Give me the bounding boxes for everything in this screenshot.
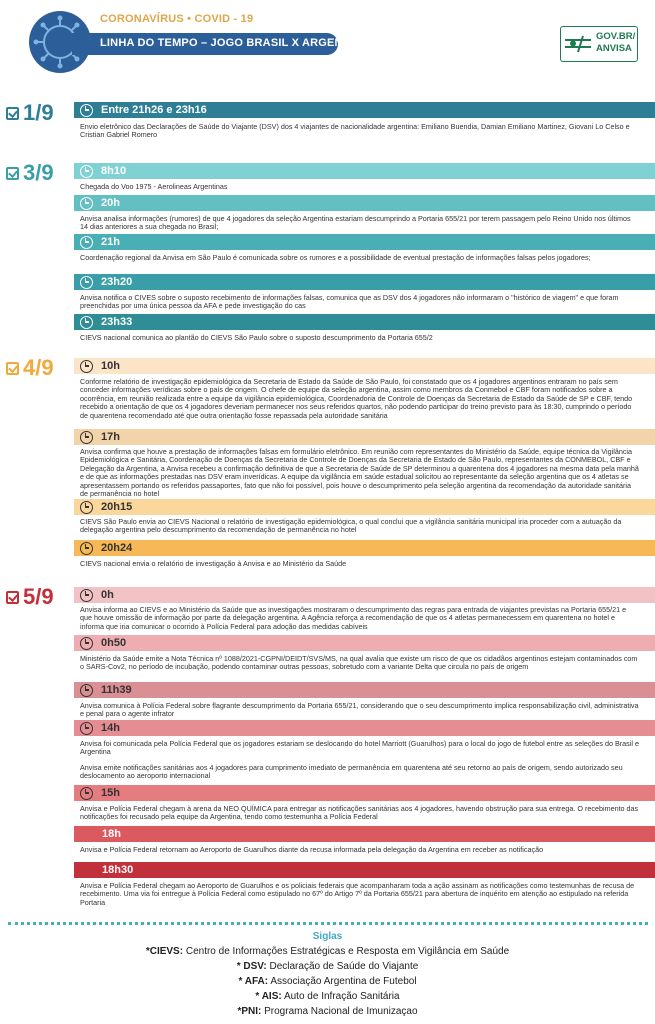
event-text: Anvisa informa ao CIEVS e ao Ministério da Saúde que as investigações mostraram o descumprimento das regras para entrada de viajantes previstas na Portaria 655/21 e que houve omissão de informação por parte da delegação argentina. A Agência reforça a recomendação de que os 4 atletas permanecessem em quarentena no hotel e informa que iria comunicar o ocorrido à Polícia Federal para adoção das medidas cabíveis bbox=[80, 605, 627, 631]
event-text: Envio eletrônico das Declarações de Saúde do Viajante (DSV) dos 4 viajantes de nacionalidade argentina: Emiliano Buendia, Damian Emiliano Martinez, Giovani Lo Celso e Cristian Gabriel Romero bbox=[80, 122, 630, 140]
calendar-check-icon bbox=[6, 167, 19, 180]
event-text: Chegada do Voo 1975 - Aerolineas Argentinas bbox=[80, 182, 228, 191]
time-bar: 10h bbox=[74, 358, 655, 374]
event-text: Anvisa analisa informações (rumores) de que 4 jogadores da seleção Argentina estariam descumprindo a Portaria 655/21 por terem passagem pelo Reino Unido nos últimos 14 dias anteriores a sua chegada no Brasil; bbox=[80, 214, 631, 232]
date-label-4-9: 4/9 bbox=[6, 355, 54, 381]
event-text: CIEVS São Paulo envia ao CIEVS Nacional o relatório de investigação epidemiológica, o qual conclui que a vigilância sanitária municipal iria proceder com a autuação da delegação argentina pelo descumprimento da recomendação de permanência no hotel bbox=[80, 517, 622, 535]
time-bar: 18h30 bbox=[74, 862, 655, 878]
event-text: Anvisa comunica à Polícia Federal sobre flagrante descumprimento da Portaria 655/21, considerando que o seu descumprimento implica responsabilização civil, administrativa e penal para o agente infrator bbox=[80, 701, 639, 719]
event-text: Anvisa foi comunicada pela Polícia Federal que os jogadores estariam se deslocando do hotel Marriott (Guarulhos) para o local do jogo de futebol entre as seleções do Brasil e Argentina bbox=[80, 739, 639, 757]
event-text: Anvisa notifica o CIVES sobre o suposto recebimento de informações falsas, comunica que as DSV dos 4 jogadores não informaram o "histórico de viagem" e que foram preenchidas por uma única pessoa da AFA e pede investigação do cas bbox=[80, 293, 619, 311]
siglas-title: Siglas bbox=[312, 931, 343, 942]
gov-logo-text: GOV.BR/ ANVISA bbox=[596, 31, 636, 54]
event-text: CIEVS nacional envia o relatório de investigação à Anvisa e ao Ministério da Saúde bbox=[80, 559, 347, 568]
time-bar: 14h bbox=[74, 720, 655, 736]
event-text: Anvisa e Polícia Federal chegam à arena da NEO QUÍMICA para entregar as notificações sanitárias aos 4 jogadores, havendo obstrução para sua entrega. O recebimento das notificações foi recusado pela equipe da Argentina, tendo como testemunha a Polícia Federal bbox=[80, 804, 639, 822]
time-bar: 20h24 bbox=[74, 540, 655, 556]
clock-icon bbox=[80, 501, 93, 514]
clock-icon bbox=[80, 787, 93, 800]
clock-icon bbox=[80, 316, 93, 329]
sigla-item: * AIS: Auto de Infração Sanitária bbox=[255, 991, 400, 1002]
clock-icon bbox=[80, 637, 93, 650]
clock-icon bbox=[80, 236, 93, 249]
time-bar: 15h bbox=[74, 785, 655, 801]
date-label-5-9: 5/9 bbox=[6, 584, 54, 610]
clock-icon bbox=[80, 276, 93, 289]
clock-icon bbox=[80, 197, 93, 210]
clock-icon bbox=[80, 360, 93, 373]
event-text: Anvisa confirma que houve a prestação de informações falsas em formulário eletrônico. Em reunião com representantes do Ministério da Saúde, equipe técnica da Vigilância Epidemiológica e Sanitária, Coordenação de Doenças da Secretaria de Controle de Doenças da Secretaria de Estado de São Paulo, representantes da CONMEBOL, CBF e Delegação da Argentina, a Anvisa recebeu a confirmação definitiva de que a Secretaria de Saúde de SP determinou a quarentena dos 4 jogadores na mesma data pela manhã e de que as informações prestadas nas DSV eram inverídicas. A equipe da vigilância em saúde estadual solicitou ao representante da seleção argentina que os 4 atletas se apresentassem portando os referidos passaportes, fato que não foi possível, pois houve o descumprimento pela seleção argentina da recomendação da autoridade sanitária de permanência no hotel bbox=[80, 447, 639, 499]
time-bar: 0h bbox=[74, 587, 655, 603]
page-title: LINHA DO TEMPO – JOGO BRASIL X ARGENTINA bbox=[100, 37, 370, 49]
calendar-check-icon bbox=[6, 591, 19, 604]
sigla-item: * AFA: Associação Argentina de Futebol bbox=[238, 976, 417, 987]
event-text: Coordenação regional da Anvisa em São Paulo é comunicada sobre os rumores e a possibilidade de eventual prestação de informações falsas pelos jogadores; bbox=[80, 253, 591, 262]
event-text: Ministério da Saúde emite a Nota Técnica nº 1088/2021-CGPNI/DEIDT/SVS/MS, na qual avalia que existe um risco de que os cidadãos argentinos estejam contaminados com o SARS-Cov2, no período de incubação, podendo contaminar outras pessoas, sobretudo com a variante Delta que circula no país de origem bbox=[80, 654, 638, 672]
event-text: CIEVS nacional comunica ao plantão do CIEVS São Paulo sobre o suposto descumprimento da Portaria 655/2 bbox=[80, 333, 433, 342]
sigla-item: *CIEVS: Centro de Informações Estratégicas e Resposta em Vigilância em Saúde bbox=[145, 946, 510, 957]
calendar-check-icon bbox=[6, 107, 19, 120]
date-label-3-9: 3/9 bbox=[6, 160, 54, 186]
time-bar: 23h20 bbox=[74, 274, 655, 290]
header-topic: CORONAVÍRUS • COVID - 19 bbox=[100, 13, 254, 25]
sigla-item: *PNI: Programa Nacional de Imunizaçao bbox=[237, 1006, 418, 1017]
time-bar: 18h bbox=[74, 826, 655, 842]
time-bar: 20h bbox=[74, 195, 655, 211]
dotted-divider bbox=[8, 922, 648, 925]
sigla-item: * DSV: Declaração de Saúde do Viajante bbox=[236, 961, 419, 972]
calendar-check-icon bbox=[6, 362, 19, 375]
time-bar: 20h15 bbox=[74, 499, 655, 515]
time-bar: 0h50 bbox=[74, 635, 655, 651]
clock-icon bbox=[80, 684, 93, 697]
time-bar: 21h bbox=[74, 234, 655, 250]
page-header bbox=[0, 0, 655, 84]
clock-icon bbox=[80, 589, 93, 602]
clock-icon bbox=[80, 104, 93, 117]
event-text: Anvisa e Polícia Federal chegam ao Aeroporto de Guarulhos e os policiais federais que acompanharam toda a ação assinam as notificações como testemunhas de recusa de recebimento. Uma via foi entregue à Polícia Federal como estipulado no 67º do Artigo 7º da Portaria 655/21 para abertura de inquérito em atenção ao estipulado na referida Portaria bbox=[80, 881, 635, 907]
event-text: Conforme relatório de investigação epidemiológica da Secretaria de Estado da Saúde de São Paulo, foi constatado que os 4 jogadores argentinos entraram no país sem conceder informações verídicas sobre o país de origem. O chefe de equipe da seleção argentina, assim como membros da Conmebol e CBF foram notificados sobre a ocorrência, em reunião realizada entre a equipe da vigilância epidemiológica, Coordenadoria de Controle de Doenças da Secretaria de Estado da Saúde de SP e CBF, tendo recebido a orientação de que os 4 jogadores deveriam permanecer nos seus referidos quartos, não podendo participar do treino previsto para às 18:30, cumprindo o período de quarentena recomendado até que outra orientação fosse repassada pela autoridade sanitária bbox=[80, 377, 633, 420]
time-bar: 8h10 bbox=[74, 163, 655, 179]
anvisa-logo-icon bbox=[565, 32, 591, 56]
clock-icon bbox=[80, 431, 93, 444]
time-bar: 23h33 bbox=[74, 314, 655, 330]
date-label-1-9: 1/9 bbox=[6, 100, 54, 126]
event-text: Anvisa e Polícia Federal retornam ao Aeroporto de Guarulhos diante da recusa informada pela delegação da Argentina em receber as notificação bbox=[80, 845, 544, 854]
time-bar: 17h bbox=[74, 429, 655, 445]
clock-icon bbox=[80, 722, 93, 735]
time-bar: Entre 21h26 e 23h16 bbox=[74, 102, 655, 118]
event-text-secondary: Anvisa emite notificações sanitárias aos 4 jogadores para cumprimento imediato de permanência em quarentena até seu retorno ao país de origem, sendo autorizado seu deslocamento ao aeroporto internacional bbox=[80, 763, 623, 781]
time-bar: 11h39 bbox=[74, 682, 655, 698]
clock-icon bbox=[80, 165, 93, 178]
clock-icon bbox=[80, 542, 93, 555]
